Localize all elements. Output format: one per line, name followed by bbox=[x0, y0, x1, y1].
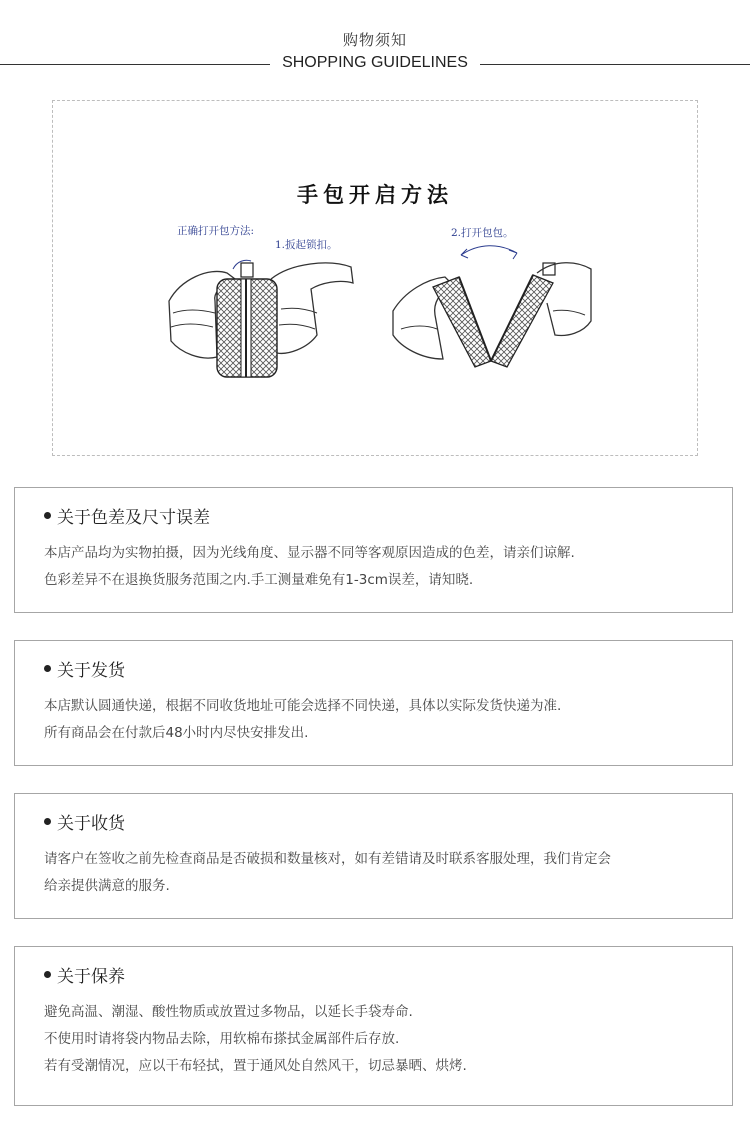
section-line: 色彩差异不在退换货服务范围之内.手工测量难免有1-3cm误差，请知晓. bbox=[44, 572, 474, 588]
section-body bbox=[44, 846, 724, 900]
header-divider-left bbox=[0, 64, 270, 65]
annotation-step2: 2.打开包包。 bbox=[451, 227, 514, 239]
section-title-text: 关于发货 bbox=[57, 661, 125, 681]
figure-title: 手包开启方法 bbox=[297, 182, 453, 207]
section-title-text: 关于收货 bbox=[57, 814, 125, 834]
header-divider-right bbox=[480, 64, 750, 65]
section-body bbox=[44, 693, 724, 747]
bag-opening-figure bbox=[52, 100, 698, 456]
section-title bbox=[44, 809, 125, 834]
section-title bbox=[44, 503, 210, 528]
section-line: 不使用时请将袋内物品去除，用软棉布搽拭金属部件后存放. bbox=[44, 1031, 400, 1047]
section-line: 本店默认圆通快递，根据不同收货地址可能会选择不同快递，具体以实际发货快递为准. bbox=[44, 698, 562, 714]
bullet-icon bbox=[44, 818, 51, 825]
bullet-icon bbox=[44, 512, 51, 519]
page-subtitle: SHOPPING GUIDELINES bbox=[282, 54, 468, 71]
page-header bbox=[0, 0, 750, 90]
section-shipping bbox=[14, 640, 733, 766]
section-line: 所有商品会在付款后48小时内尽快安排发出. bbox=[44, 725, 309, 741]
section-line: 避免高温、潮湿、酸性物质或放置过多物品，以延长手袋寿命. bbox=[44, 1004, 413, 1020]
page-title: 购物须知 bbox=[342, 31, 407, 49]
section-line: 本店产品均为实物拍摄，因为光线角度、显示器不同等客观原因造成的色差，请亲们谅解. bbox=[44, 545, 575, 561]
section-title bbox=[44, 656, 125, 681]
section-title-text: 关于保养 bbox=[57, 967, 125, 987]
annotation-correct-method: 正确打开包方法: bbox=[177, 225, 255, 237]
section-line: 若有受潮情况，应以干布轻拭，置于通风处自然风干，切忌暴晒、烘烤. bbox=[44, 1058, 467, 1074]
section-color-size bbox=[14, 487, 733, 613]
annotation-step1: 1.扳起锁扣。 bbox=[275, 239, 338, 251]
section-title-text: 关于色差及尺寸误差 bbox=[57, 508, 210, 528]
open-clutch-illustration bbox=[387, 241, 597, 371]
section-line: 给亲提供满意的服务. bbox=[44, 878, 170, 894]
section-line: 请客户在签收之前先检查商品是否破损和数量核对，如有差错请及时联系客服处理，我们肯定会 bbox=[44, 851, 611, 867]
closed-clutch-illustration bbox=[161, 249, 361, 379]
section-body bbox=[44, 540, 724, 594]
section-care bbox=[14, 946, 733, 1106]
bullet-icon bbox=[44, 971, 51, 978]
section-title bbox=[44, 962, 125, 987]
section-receiving bbox=[14, 793, 733, 919]
bullet-icon bbox=[44, 665, 51, 672]
section-body bbox=[44, 999, 724, 1080]
